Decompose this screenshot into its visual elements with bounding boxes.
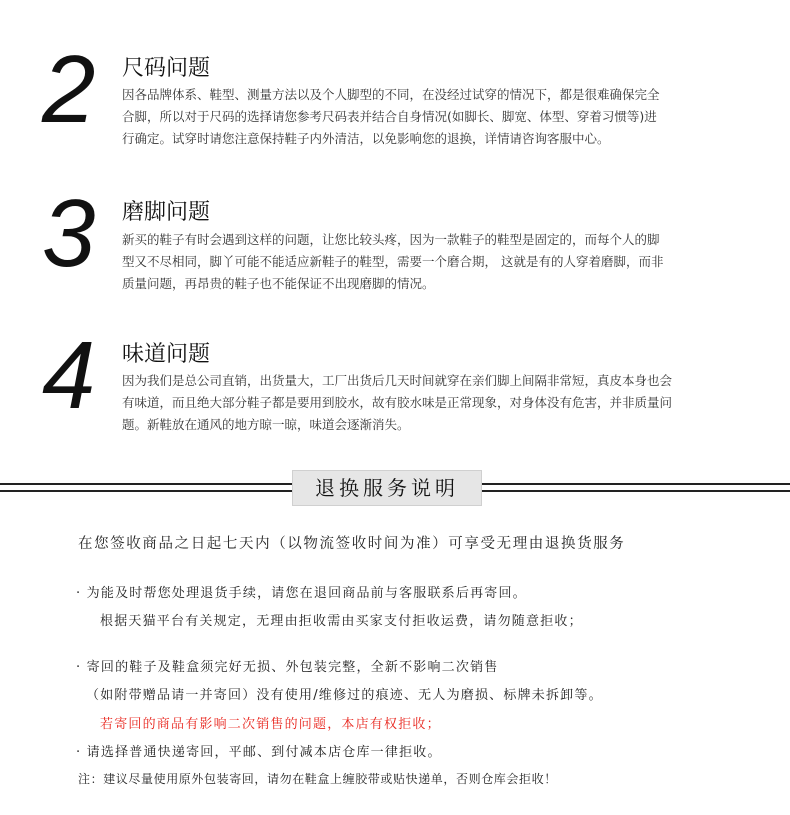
section-number: 2	[42, 36, 94, 143]
desc-line: 因为我们是总公司直销，出货量大，工厂出货后几天时间就穿在亲们脚上间隔非常短，真皮本身也会	[122, 373, 673, 388]
policy-item-2-warning: 若寄回的商品有影响二次销售的问题，本店有权拒收；	[100, 717, 441, 732]
policy-item-1-detail: 根据天猫平台有关规定，无理由拒收需由买家支付拒收运费，请勿随意拒收；	[100, 614, 583, 629]
desc-line: 因各品牌体系、鞋型、测量方法以及个人脚型的不同，在没经过试穿的情况下，都是很难确保完全	[122, 87, 660, 102]
policy-item-2-detail: （如附带赠品请一并寄回）没有使用/维修过的痕迹、无人为磨损、标牌未拆卸等。	[86, 688, 603, 703]
desc-line: 行确定。试穿时请您注意保持鞋子内外清洁，以免影响您的退换，详情请咨询客服中心。	[122, 131, 610, 146]
desc-line: 型又不尽相同，脚丫可能不能适应新鞋子的鞋型，需要一个磨合期， 这就是有的人穿着磨脚，而非	[122, 254, 664, 269]
divider-rule-left-top	[0, 483, 292, 485]
desc-line: 合脚，所以对于尺码的选择请您参考尺码表并结合自身情况(如脚长、脚宽、体型、穿着习惯等)进	[122, 109, 657, 124]
service-banner-title: 退换服务说明	[292, 470, 482, 506]
policy-note: 注：建议尽量使用原外包装寄回，请勿在鞋盒上缠胶带或贴快递单，否则仓库会拒收！	[78, 772, 557, 786]
policy-item-2: · 寄回的鞋子及鞋盒须完好无损、外包装完整，全新不影响二次销售	[76, 660, 499, 675]
service-headline: 在您签收商品之日起七天内（以物流签收时间为准）可享受无理由退换货服务	[78, 536, 626, 552]
section-title: 尺码问题	[122, 56, 211, 81]
divider-rule-right-bottom	[482, 490, 790, 492]
policy-item-1: · 为能及时帮您处理退货手续，请您在退回商品前与客服联系后再寄回。	[76, 586, 527, 601]
policy-item-3: · 请选择普通快递寄回，平邮、到付减本店仓库一律拒收。	[76, 745, 442, 760]
desc-line: 质量问题，再昂贵的鞋子也不能保证不出现磨脚的情况。	[122, 276, 435, 291]
service-divider	[0, 470, 790, 510]
section-number: 4	[42, 322, 94, 429]
section-number: 3	[42, 180, 94, 287]
section-description	[122, 229, 742, 295]
desc-line: 题。新鞋放在通风的地方晾一晾，味道会逐渐消失。	[122, 417, 410, 432]
section-title: 磨脚问题	[122, 200, 211, 225]
divider-rule-right-top	[482, 483, 790, 485]
section-description	[122, 370, 742, 436]
divider-rule-left-bottom	[0, 490, 292, 492]
desc-line: 有味道，而且绝大部分鞋子都是要用到胶水，故有胶水味是正常现象，对身体没有危害，并非质量问	[122, 395, 673, 410]
desc-line: 新买的鞋子有时会遇到这样的问题，让您比较头疼，因为一款鞋子的鞋型是固定的，而每个人的脚	[122, 232, 660, 247]
section-title: 味道问题	[122, 342, 211, 367]
section-description	[122, 84, 742, 150]
